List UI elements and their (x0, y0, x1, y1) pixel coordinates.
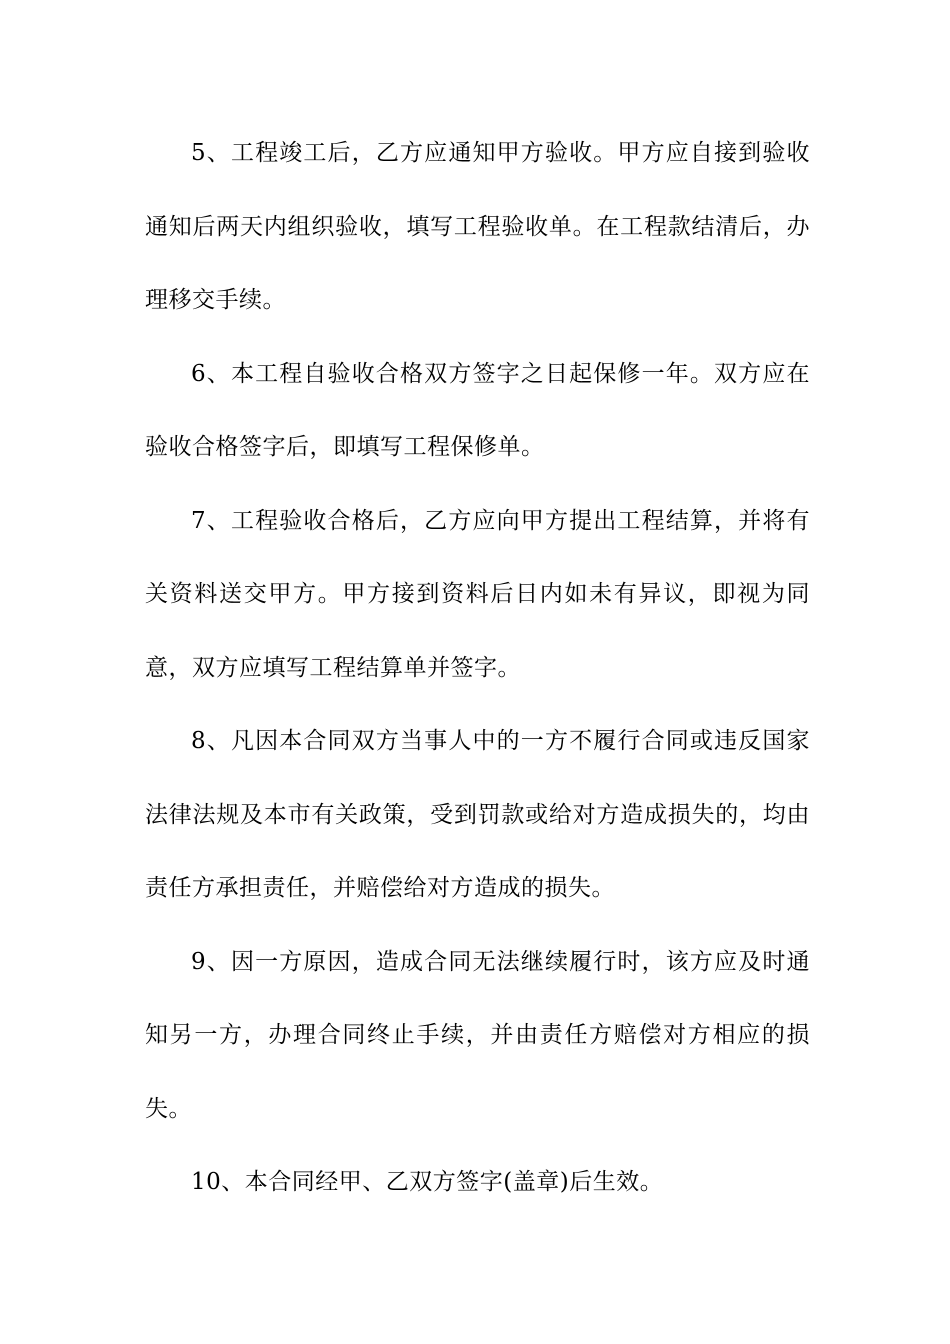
clause-9: 9、因一方原因，造成合同无法继续履行时，该方应及时通知另一方，办理合同终止手续，并由责任方赔偿对方相应的损失。 (145, 948, 810, 1122)
clause-5: 5、工程竣工后，乙方应通知甲方验收。甲方应自接到验收通知后两天内组织验收，填写工程验收单。在工程款结清后，办理移交手续。 (145, 140, 810, 313)
clause-8: 8、凡因本合同双方当事人中的一方不履行合同或违反国家法律法规及本市有关政策，受到罚款或给对方造成损失的，均由责任方承担责任，并赔偿给对方造成的损失。 (145, 728, 810, 901)
clause-7: 7、工程验收合格后，乙方应向甲方提出工程结算，并将有关资料送交甲方。甲方接到资料后日内如未有异议，即视为同意，双方应填写工程结算单并签字。 (145, 507, 810, 681)
clause-10: 10、本合同经甲、乙双方签字(盖章)后生效。 (191, 1169, 664, 1195)
clause-6: 6、本工程自验收合格双方签字之日起保修一年。双方应在验收合格签字后，即填写工程保修单。 (145, 360, 810, 460)
